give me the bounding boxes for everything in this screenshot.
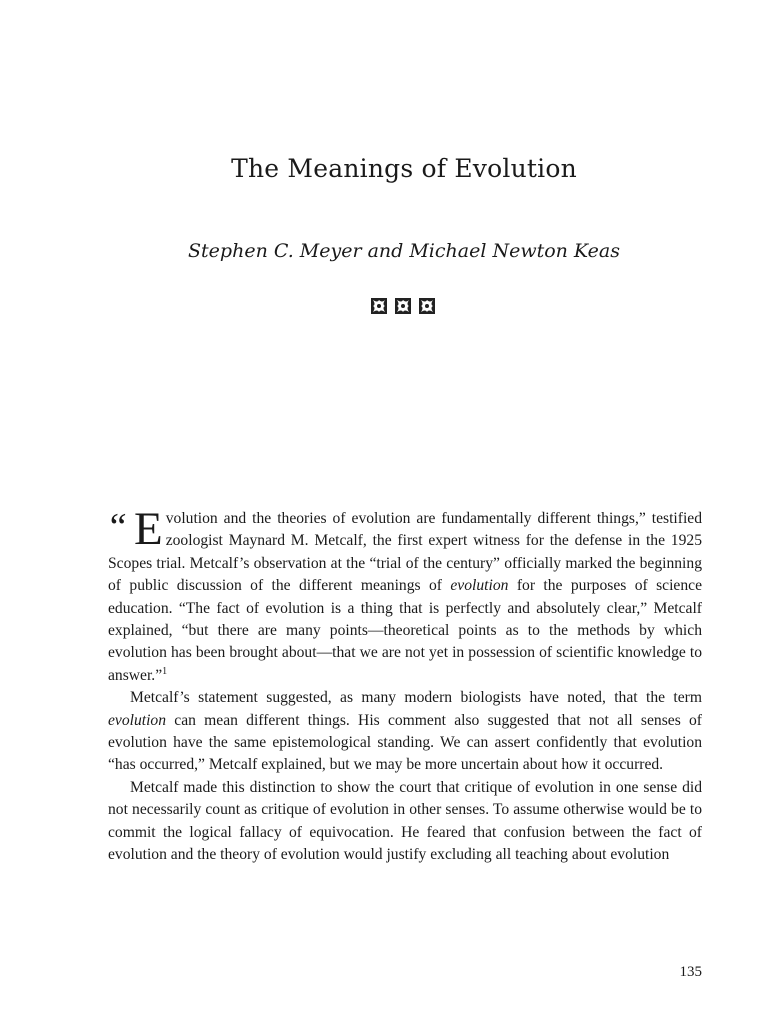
paragraph-text: Metcalf’s statement suggested, as many modern biologists have noted, that the term bbox=[130, 689, 702, 707]
page-number: 135 bbox=[679, 964, 702, 980]
paragraph-1 bbox=[106, 503, 702, 687]
paragraph-text: volution and the theories of evolution are fundamentally different things,” testified zoologist Maynard M. Metcalf, the first expert witness for the defense in the 1925 Scopes trial. Metcalf’s observation at the “trial of the century” officially marked the beginning of public discussion of the different meanings of bbox=[108, 510, 702, 595]
fleuron-ornament-icon bbox=[395, 298, 411, 314]
section-ornament bbox=[371, 298, 441, 316]
footnote-marker[interactable]: 1 bbox=[162, 665, 168, 677]
drop-cap: E bbox=[134, 503, 163, 555]
emphasis: evolution bbox=[108, 711, 167, 729]
body-text bbox=[106, 503, 702, 867]
fleuron-ornament-icon bbox=[419, 298, 435, 314]
page-title: The Meanings of Evolution bbox=[231, 154, 577, 183]
paragraph-text: Metcalf made this distinction to show the court that critique of evolution in one sense did not necessarily count as critique of evolution in other senses. To assume otherwise would be to commit the logical fallacy of equivocation. He feared that confusion between the fact of evolution and the theory of evolution would justify excluding all teaching about evolution bbox=[108, 778, 702, 864]
authors-byline: Stephen C. Meyer and Michael Newton Keas bbox=[188, 240, 620, 262]
emphasis: evolution bbox=[450, 577, 509, 595]
fleuron-ornament-icon bbox=[371, 298, 387, 314]
paragraph-text: for the purposes of science education. “The fact of evolution is a thing that is perfectly and absolutely clear,” Metcalf explained, “but there are many points—theoretical points as to the methods by which evolution has been brought about—that we are not yet in possession of scientific knowledge to answer.” bbox=[108, 577, 702, 684]
opening-quote-mark: “ bbox=[106, 506, 128, 548]
paragraph-2 bbox=[108, 687, 702, 777]
paragraph-3 bbox=[108, 777, 702, 867]
paragraph-text: can mean different things. His comment also suggested that not all senses of evolution have the same epistemological standing. We can assert confidently that evolution “has occurred,” Metcalf explained, but we may be more uncertain about how it occurred. bbox=[108, 711, 702, 774]
